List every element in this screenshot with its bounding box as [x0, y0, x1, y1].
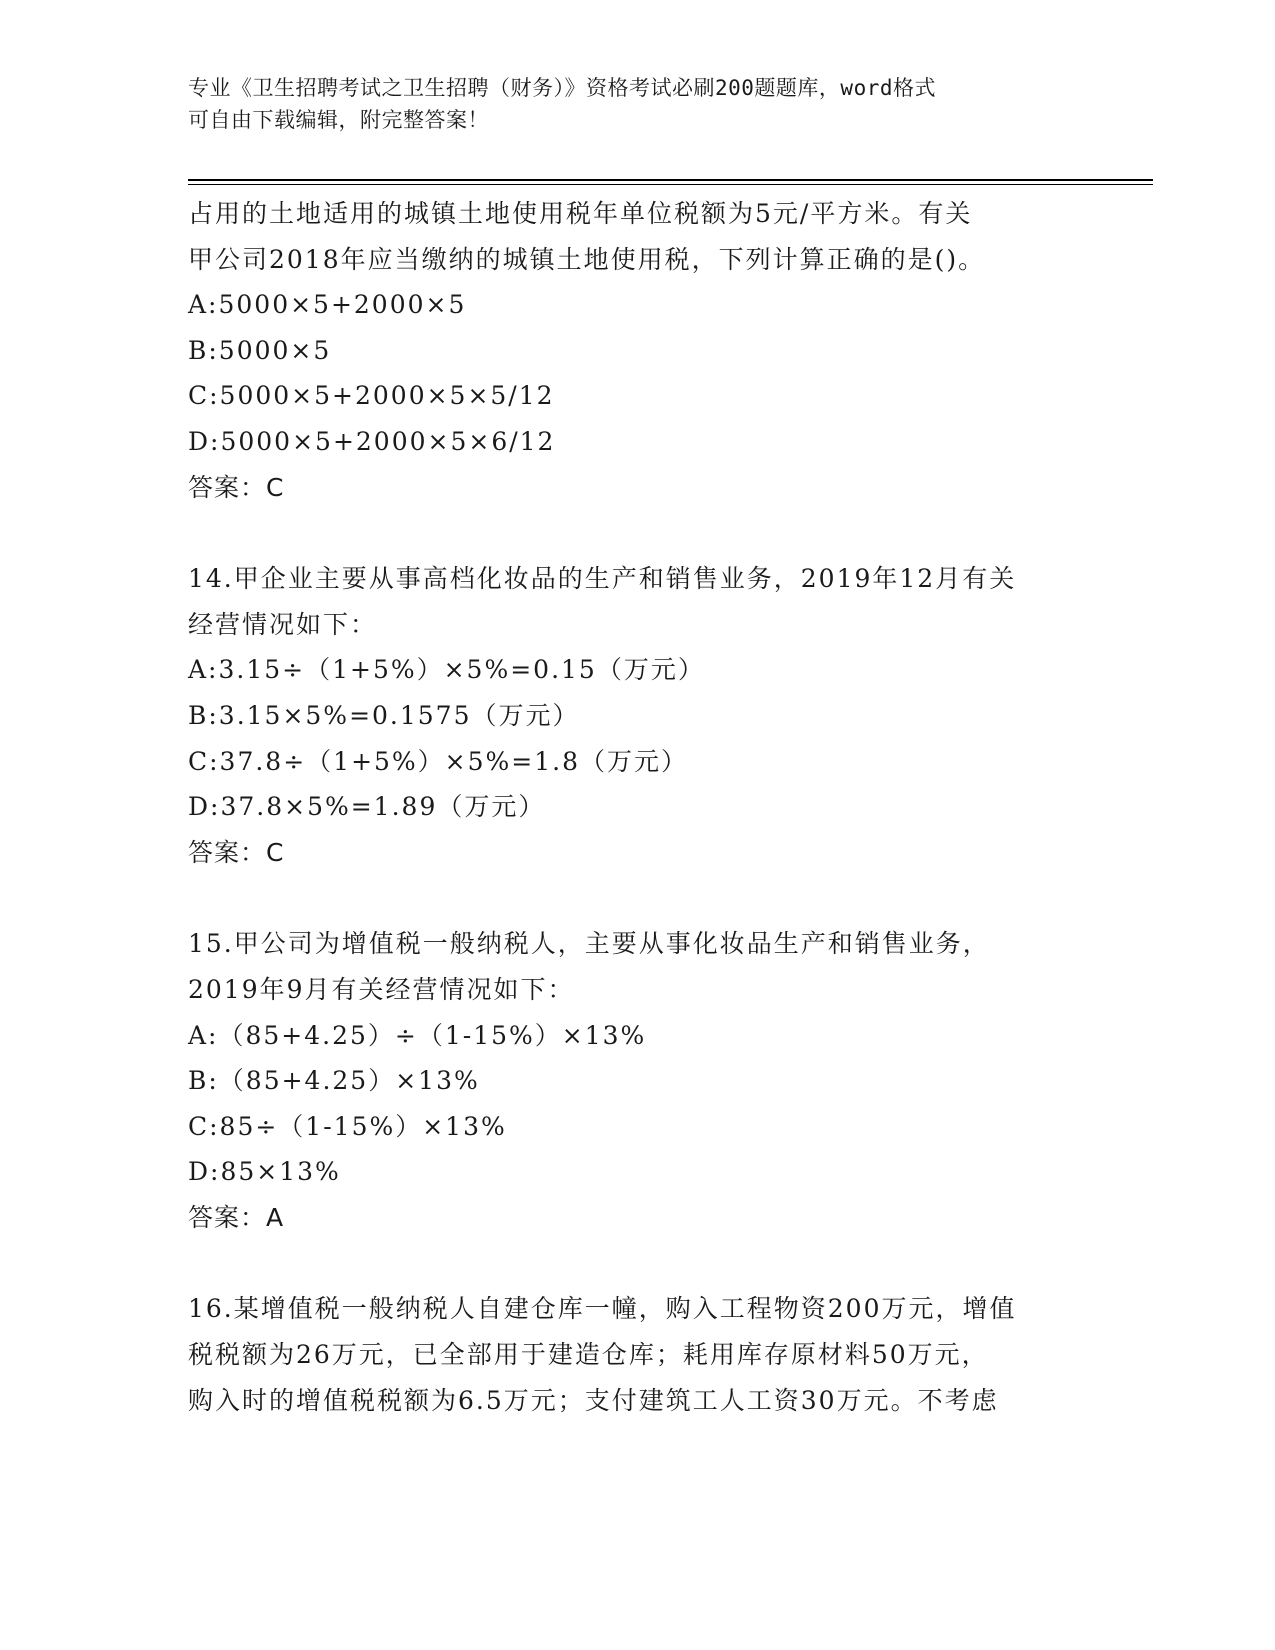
question-stem-line: 15.甲公司为增值税一般纳税人，主要从事化妆品生产和销售业务，: [188, 929, 990, 959]
option-c: C:85÷（1-15%）×13%: [188, 1111, 507, 1141]
option-d: D:85×13%: [188, 1157, 341, 1187]
question-stem-line: 2019年9月有关经营情况如下：: [188, 974, 575, 1004]
option-c: C:37.8÷（1+5%）×5%=1.8（万元）: [188, 746, 688, 776]
header-rule-thin: [188, 184, 1153, 185]
question-block: [188, 1286, 1088, 1423]
option-b: B:5000×5: [188, 335, 332, 365]
option-d: D:5000×5+2000×5×6/12: [188, 426, 556, 456]
question-list: [188, 191, 1088, 1423]
option-a: A:3.15÷（1+5%）×5%=0.15（万元）: [188, 655, 705, 685]
question-stem-line: 税税额为26万元，已全部用于建造仓库；耗用库存原材料50万元，: [188, 1340, 989, 1370]
question-block: [188, 921, 1088, 1240]
option-b: B:（85+4.25）×13%: [188, 1066, 480, 1096]
question-stem-line: 14.甲企业主要从事高档化妆品的生产和销售业务，2019年12月有关: [188, 564, 1017, 594]
option-b: B:3.15×5%=0.1575（万元）: [188, 700, 580, 730]
answer-line: 答案：C: [188, 837, 285, 867]
document-header: [188, 72, 1068, 136]
header-line-1: 专业《卫生招聘考试之卫生招聘（财务）》资格考试必刷200题题库，word格式: [188, 76, 936, 100]
question-block: [188, 556, 1088, 875]
question-block: [188, 191, 1088, 510]
question-stem-line: 甲公司2018年应当缴纳的城镇土地使用税，下列计算正确的是()。: [188, 244, 986, 274]
question-stem-line: 16.某增值税一般纳税人自建仓库一幢，购入工程物资200万元，增值: [188, 1294, 1017, 1324]
option-c: C:5000×5+2000×5×5/12: [188, 381, 555, 411]
answer-line: 答案：C: [188, 472, 285, 502]
header-line-2: 可自由下载编辑，附完整答案！: [188, 108, 489, 132]
answer-line: 答案：A: [188, 1202, 285, 1232]
question-stem-line: 经营情况如下：: [188, 609, 378, 639]
option-a: A:5000×5+2000×5: [188, 290, 467, 320]
option-d: D:37.8×5%=1.89（万元）: [188, 792, 546, 822]
question-stem-line: 购入时的增值税税额为6.5万元；支付建筑工人工资30万元。不考虑: [188, 1385, 999, 1415]
header-rule-thick: [188, 179, 1153, 181]
question-stem-line: 占用的土地适用的城镇土地使用税年单位税额为5元/平方米。有关: [188, 199, 973, 228]
option-a: A:（85+4.25）÷（1-15%）×13%: [188, 1020, 647, 1050]
